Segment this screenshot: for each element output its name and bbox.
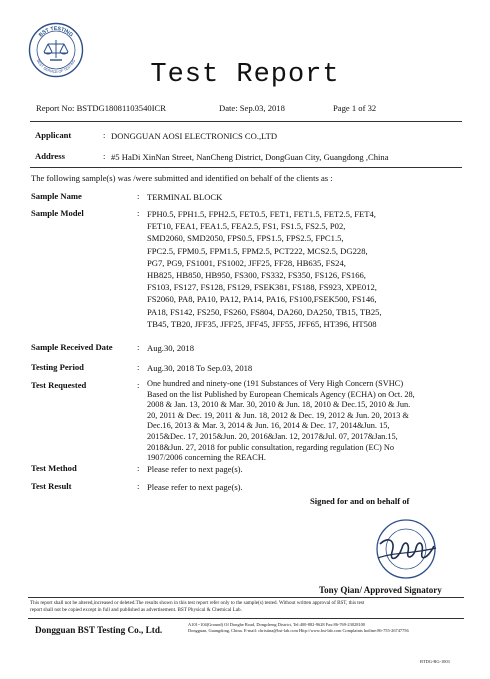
test-method-value: Please refer to next page(s).: [147, 464, 243, 474]
requested-line: Dec.16, 2013 & Mar. 3, 2014 & Jun. 16, 2014 & Dec. 17, 2014&Jun. 15,: [147, 421, 390, 431]
requested-line: 1907/2006 concerning the REACH.: [147, 453, 266, 463]
sample-model-label: Sample Model: [31, 208, 84, 218]
divider-middle: [30, 167, 462, 168]
address-colon: :: [103, 151, 106, 161]
applicant-value: DONGGUAN AOSI ELECTRONICS CO.,LTD: [111, 131, 278, 141]
test-method-label: Test Method: [31, 463, 77, 473]
model-line: PG7, PG9, FS1001, FS1002, JFF25, FF28, HB635, FS24,: [147, 257, 346, 268]
model-line: PA18, FS142, FS250, FS260, FS804, DA260, DA250, TB15, TB25,: [147, 306, 382, 317]
sample-name-value: TERMINAL BLOCK: [147, 192, 223, 202]
requested-line: 2008 & Jan. 13, 2010 & Mar. 30, 2010 & Jun. 18, 2010 & Dec.15, 2010 & Jun.: [147, 400, 411, 410]
disclaimer-line: report shall not be copied except in full and published as advertisement. BST Physical & Chemical Lab.: [30, 606, 242, 613]
document-title: Test Report: [150, 60, 340, 90]
signatory-name: Tony Qian/ Approved Signatory: [319, 585, 442, 595]
report-number: Report No: BSTDG18081103540ICR: [36, 103, 167, 113]
report-date: Date: Sep.03, 2018: [219, 103, 285, 113]
disclaimer: [30, 600, 466, 613]
applicant-label: Applicant: [35, 130, 72, 140]
sample-model-colon: :: [137, 208, 140, 218]
footer-contact: [188, 622, 409, 633]
sample-received-label: Sample Received Date: [31, 342, 113, 352]
model-line: TB45, TB20, JFF35, JFF25, JFF45, JFF55, JFF65, HT396, HT508: [147, 318, 377, 329]
requested-line: 2015&Dec. 17, 2015&Jun. 20, 2016&Jan. 12, 2017&Jul. 07, 2017&Jan.15,: [147, 431, 398, 441]
footer-contact-line: A101~104(Ground) Of Donghe Road, Dongcheng District, Tel:400-882-9628 Fax:86-769-23028100: [188, 622, 365, 627]
footer-contact-line: Dongguan, Guangdong, China. E-mail: christina@bst-lab.com Http://www.bst-lab.com Complaints hotline:86-755-26747756: [188, 627, 409, 633]
sample-model-list: [147, 208, 382, 330]
model-line: HB825, HB850, HB950, FS300, FS332, FS350, FS126, FS166,: [147, 270, 366, 281]
sample-name-label: Sample Name: [31, 191, 82, 201]
test-requested-colon: :: [137, 380, 140, 390]
model-line: FS103, FS127, FS128, FS129, FSEK381, FS188, FS923, XPE012,: [147, 282, 377, 293]
signed-for-text: Signed for and on behalf of: [310, 496, 410, 506]
address-value: #5 HaDi XinNan Street, NanCheng District, DongGuan City, Guangdong ,China: [111, 152, 389, 162]
test-result-label: Test Result: [31, 481, 72, 491]
requested-line: 20, 2011 & Dec. 19, 2011 & Jun. 18, 2012 & Dec. 19, 2012 & Jun. 20, 2013 &: [147, 410, 409, 420]
test-result-value: Please refer to next page(s).: [147, 482, 243, 492]
svg-text:BST TESTING: [38, 26, 74, 38]
test-method-colon: :: [137, 463, 140, 473]
testing-period-label: Testing Period: [31, 362, 84, 372]
testing-period-colon: :: [137, 362, 140, 372]
sample-received-value: Aug.30, 2018: [147, 343, 195, 353]
requested-line: 2018&Jun. 27, 2018 for public consultation, regarding regulation (EC) No: [147, 442, 395, 452]
address-label: Address: [35, 151, 65, 161]
model-line: FET10, FEA1, FEA1.5, FEA2.5, FS1, FS1.5, FS2.5, P02,: [147, 221, 346, 232]
page-number: Page 1 of 32: [333, 103, 377, 113]
requested-line: One hundred and ninety-one (191 Substances of Very High Concern (SVHC): [147, 379, 404, 388]
divider-footer: [28, 618, 464, 619]
model-line: SMD2060, SMD2050, FPS0.5, FPS1.5, FPS2.5, FPC1.5,: [147, 233, 344, 244]
intro-text: The following sample(s) was /were submitted and identified on behalf of the clients as :: [31, 173, 333, 183]
applicant-colon: :: [103, 130, 106, 140]
model-line: FS2060, PA8, PA10, PA12, PA14, PA16, FS100,FSEK500, FS146,: [147, 294, 377, 305]
requested-line: Based on the list Published by European Chemicals Agency (ECHA) on Oct. 28,: [147, 389, 415, 399]
model-line: FPC2.5, FPM0.5, FPM1.5, FPM2.5, PCT222, MCS2.5, DG228,: [147, 245, 368, 256]
sample-received-colon: :: [137, 342, 140, 352]
sample-name-colon: :: [137, 191, 140, 201]
test-result-colon: :: [137, 481, 140, 491]
divider-signatory: [28, 597, 464, 598]
disclaimer-line: This report shall not be altered,increased or deleted.The results shown in this test report refer only to the sample(s) tested. Without written approval of BST, this test: [30, 600, 365, 606]
footer-company-name: Dongguan BST Testing Co., Ltd.: [35, 625, 163, 635]
test-requested-label: Test Requested: [31, 380, 87, 390]
logo-top-text: BST TESTING: [37, 25, 75, 39]
testing-period-value: Aug.30, 2018 To Sep.03, 2018: [147, 363, 253, 373]
model-line: FPH0.5, FPH1.5, FPH2.5, FET0.5, FET1, FET1.5, FET2.5, FET4,: [147, 209, 376, 219]
approval-seal-signature: [366, 518, 446, 580]
logo-bottom-text: BEST SERVICE OF TESTING: [35, 58, 77, 75]
form-code: BTDG-RG-1003: [420, 659, 450, 664]
test-requested-text: [147, 379, 415, 464]
divider-top: [30, 121, 462, 122]
